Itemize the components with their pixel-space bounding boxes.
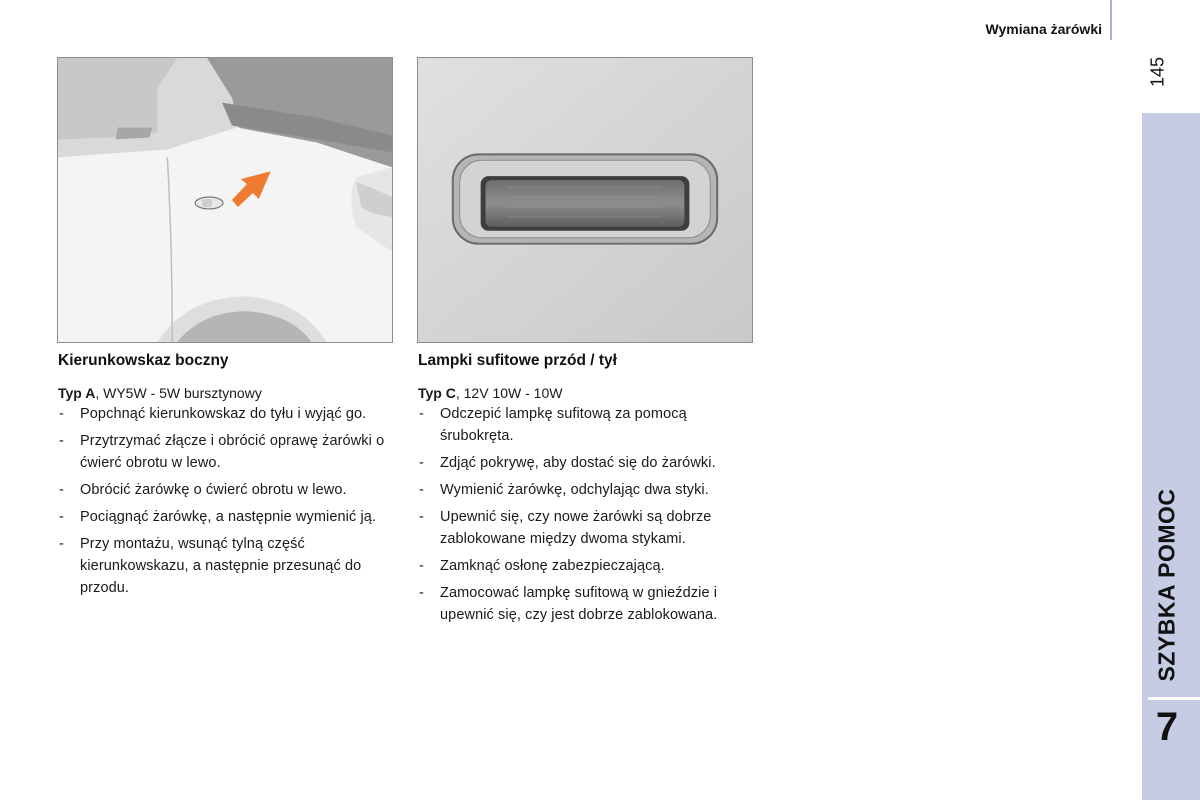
list-item: - Zdjąć pokrywę, aby dostać się do żarówki. [418,452,758,474]
chapter-number: 7 [1155,705,1179,749]
section-title: Wymiana żarówki [985,21,1102,37]
list-item: - Popchnąć kierunkowskaz do tyłu i wyjąć go. [58,403,398,425]
list-item: - Upewnić się, czy nowe żarówki są dobrze zablokowane między dwoma stykami. [418,506,758,550]
side-indicator-figure [57,57,393,343]
list-item: - Zamocować lampkę sufitową w gnieździe i upewnić się, czy jest dobrze zablokowana. [418,582,758,626]
list-item: - Obrócić żarówkę o ćwierć obrotu w lewo. [58,479,398,501]
bulb-type-label: Typ C [418,385,456,401]
list-item: - Przytrzymać złącze i obrócić oprawę żarówki o ćwierć obrotu w lewo. [58,430,398,474]
list-item: - Odczepić lampkę sufitową za pomocą śrubokręta. [418,403,758,447]
ceiling-lamp-figure [417,57,753,343]
bulb-type-label: Typ A [58,385,96,401]
page-number-text: 145 [1147,56,1168,88]
header-divider [1110,0,1112,40]
ceiling-lamp-section [418,352,758,631]
side-indicator-section [58,352,398,604]
ceiling-lamp-illustration [418,58,752,342]
chapter-title [1142,480,1192,690]
page-number [1138,52,1178,92]
bulb-type [418,383,758,403]
list-item: - Przy montażu, wsunąć tylną część kierunkowskazu, a następnie przesunąć do przodu. [58,533,398,599]
list-item: - Zamknąć osłonę zabezpieczającą. [418,555,758,577]
list-item: - Pociągnąć żarówkę, a następnie wymienić ją. [58,506,398,528]
chapter-divider [1148,697,1200,700]
step-list [418,403,758,626]
section-heading: Lampki sufitowe przód / tył [418,352,617,369]
section-heading: Kierunkowskaz boczny [58,352,229,369]
bulb-type [58,383,398,403]
bulb-type-spec: , 12V 10W - 10W [455,385,563,401]
chapter-title-text: SZYBKA POMOC [1153,488,1180,682]
side-indicator-illustration [58,58,392,342]
bulb-type-spec: , WY5W - 5W bursztynowy [95,385,262,401]
step-list [58,403,398,599]
list-item: - Wymienić żarówkę, odchylając dwa styki. [418,479,758,501]
